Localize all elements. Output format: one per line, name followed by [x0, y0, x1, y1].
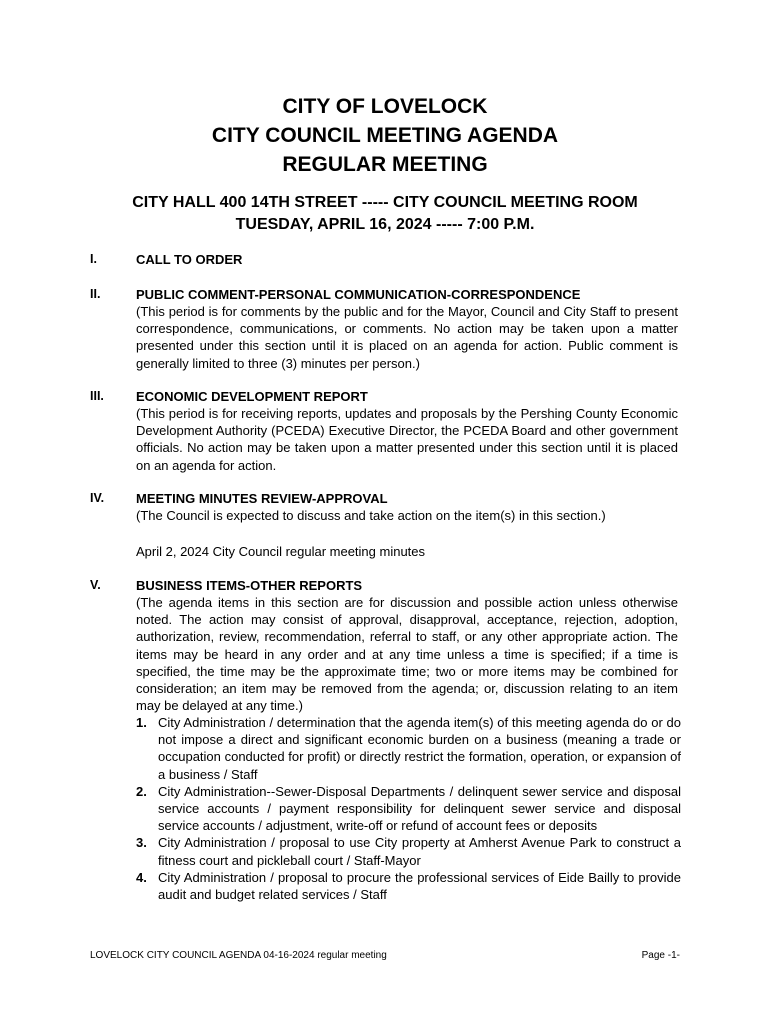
- footer-page-number: Page -1-: [641, 950, 680, 961]
- footer-document-name: LOVELOCK CITY COUNCIL AGENDA 04-16-2024 regular meeting: [90, 950, 387, 961]
- section-numeral: II.: [90, 287, 101, 301]
- section-heading: MEETING MINUTES REVIEW-APPROVAL: [136, 491, 388, 506]
- title-line-3: REGULAR MEETING: [282, 153, 488, 176]
- section-numeral: IV.: [90, 491, 105, 505]
- section-description: (The Council is expected to discuss and take action on the item(s) in this section.): [136, 508, 606, 523]
- item-number: 3.: [136, 835, 147, 851]
- item-text: City Administration / proposal to procure the professional services of Eide Bailly to provide audit and budget related services / Staff: [158, 869, 681, 903]
- section-heading: ECONOMIC DEVELOPMENT REPORT: [136, 389, 368, 404]
- meeting-details: [0, 192, 770, 236]
- meeting-location: CITY HALL 400 14TH STREET ----- CITY COUNCIL MEETING ROOM: [132, 194, 638, 211]
- item-text: City Administration / proposal to use City property at Amherst Avenue Park to construct a fitness court and pickleball court / Staff-Mayor: [158, 835, 681, 868]
- item-text: City Administration--Sewer-Disposal Departments / delinquent sewer service and disposal service accounts / payment responsibility for delinquent sewer service and disposal service accounts / adjustment, write-off or refund of account fees or deposits: [158, 783, 681, 834]
- section-description: (This period is for receiving reports, updates and proposals by the Pershing County Economic Development Authority (PCEDA) Executive Director, the PCEDA Board and other government officials. No action may be taken upon a matter presented under this section until it is placed on an agenda for action.: [136, 406, 678, 473]
- list-item: [136, 714, 681, 783]
- business-items-list: [136, 714, 681, 903]
- section-numeral: III.: [90, 389, 104, 403]
- item-number: 4.: [136, 869, 147, 885]
- section-numeral: V.: [90, 578, 101, 592]
- list-item: [136, 869, 681, 903]
- section-description: (The agenda items in this section are for discussion and possible action unless otherwise noted. The action may consist of approval, disapproval, acceptance, rejection, adoption, authorization, review, recommendation, referral to staff, or any other appropriate action. The items may be heard in any order and at any time unless a time is specified; if a time is specified, the time may be the approximate time; two or more items may be combined for consideration; an item may be removed from the agenda; or, discussion relating to an item may be delayed at any time.): [136, 595, 678, 714]
- document-title: [0, 92, 770, 179]
- list-item: [136, 783, 681, 835]
- minutes-item: April 2, 2024 City Council regular meeting minutes: [136, 544, 426, 559]
- section-heading: BUSINESS ITEMS-OTHER REPORTS: [136, 578, 363, 593]
- title-line-1: CITY OF LOVELOCK: [282, 95, 488, 118]
- item-number: 1.: [136, 715, 147, 730]
- section-description: (This period is for comments by the public and for the Mayor, Council and City Staff to present correspondence, communications, or comments. No action may be taken upon a matter presented under this section until it is placed on an agenda for action. Public comment is generally limited to three (3) minutes per person.): [136, 304, 678, 371]
- section-heading: CALL TO ORDER: [136, 252, 243, 267]
- list-item: [136, 834, 681, 868]
- section-numeral: I.: [90, 252, 97, 266]
- title-line-2: CITY COUNCIL MEETING AGENDA: [211, 124, 559, 147]
- section-heading: PUBLIC COMMENT-PERSONAL COMMUNICATION-CORRESPONDENCE: [136, 287, 581, 302]
- item-text: City Administration / determination that the agenda item(s) of this meeting agenda do or do not impose a direct and significant economic burden on a business (meaning a trade or occupation conducted for profit) or directly restrict the formation, operation, or expansion of a business / Staff: [158, 715, 681, 782]
- meeting-datetime: TUESDAY, APRIL 16, 2024 ----- 7:00 P.M.: [235, 216, 535, 233]
- item-number: 2.: [136, 783, 147, 799]
